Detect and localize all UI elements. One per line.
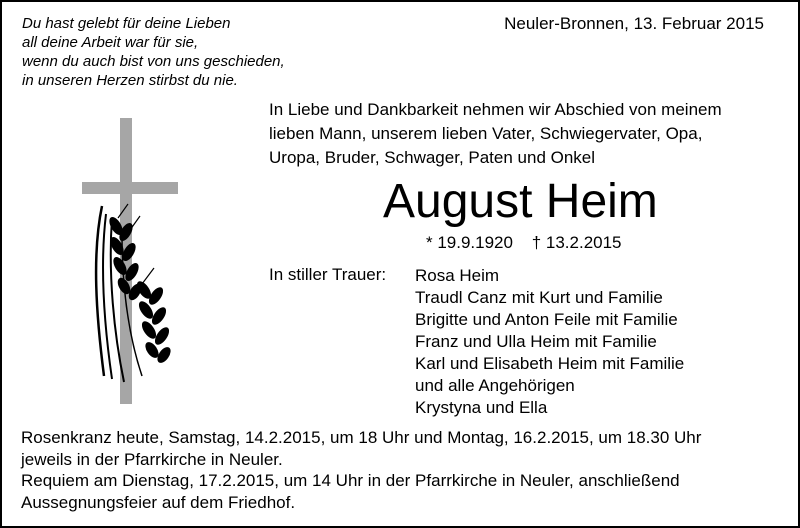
service-details [21,427,791,513]
service-line: Rosenkranz heute, Samstag, 14.2.2015, um 18 Uhr und Montag, 16.2.2015, um 18.30 Uhr [21,428,702,447]
poem-line: wenn du auch bist von uns geschieden, [22,53,285,70]
mourner-item: Brigitte und Anton Feile mit Familie [415,310,678,329]
mourning-label: In stiller Trauer: [269,265,387,284]
mourner-item: Rosa Heim [415,266,500,285]
announcement-text [269,98,789,170]
mourner-item: Franz und Ulla Heim mit Familie [415,332,657,351]
cross-with-wheat-icon [82,114,197,406]
announcement-line: lieben Mann, unserem lieben Vater, Schwiegervater, Opa, [269,124,703,143]
mourner-item: und alle Angehörigen [415,376,575,395]
poem-line: in unseren Herzen stirbst du nie. [22,72,238,89]
mourners-list [415,265,684,419]
announcement-line: Uropa, Bruder, Schwager, Paten und Onkel [269,148,596,167]
place-and-date: Neuler-Bronnen, 13. Februar 2015 [504,14,764,33]
mourner-item: Karl und Elisabeth Heim mit Familie [415,354,685,373]
life-dates [426,233,622,253]
wheat-stalks-icon [96,204,173,382]
poem-line: all deine Arbeit war für sie, [22,34,199,51]
birth-date: * 19.9.1920 [426,233,513,252]
service-line: jeweils in der Pfarrkirche in Neuler. [21,449,283,469]
cross-horizontal-beam [82,182,178,194]
deceased-name: August Heim [383,175,658,228]
mourner-item: Krystyna und Ella [415,398,548,417]
mourner-item: Traudl Canz mit Kurt und Familie [415,288,663,307]
service-line: Requiem am Dienstag, 17.2.2015, um 14 Uhr in der Pfarrkirche in Neuler, anschließend [21,471,680,490]
poem-line: Du hast gelebt für deine Lieben [22,15,231,32]
service-line: Aussegnungsfeier auf dem Friedhof. [21,492,296,512]
memorial-poem [22,14,285,90]
death-date: † 13.2.2015 [531,233,622,252]
announcement-line: In Liebe und Dankbarkeit nehmen wir Abschied von meinem [269,100,722,119]
